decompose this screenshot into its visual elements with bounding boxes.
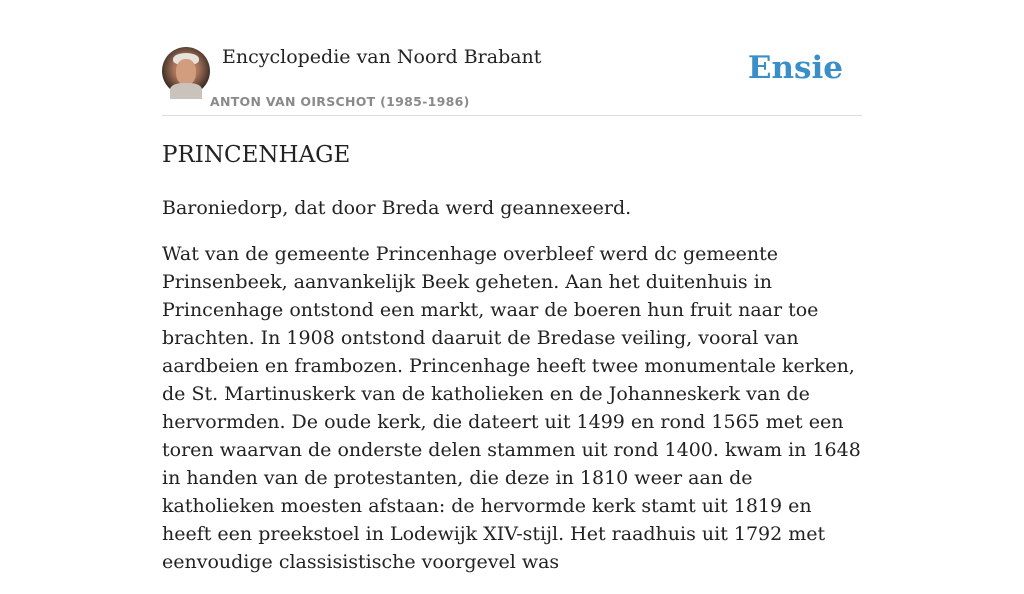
author-name-link[interactable]: ANTON VAN OIRSCHOT (1985-1986) [210, 94, 470, 109]
article-paragraph-1: Baroniedorp, dat door Breda werd geannexeerd. [162, 197, 632, 219]
encyclopedia-title-link[interactable]: Encyclopedie van Noord Brabant [222, 46, 542, 68]
article-content [162, 140, 866, 594]
avatar-shirt [170, 83, 202, 99]
ensie-logo-link[interactable]: Ensie [747, 50, 843, 86]
article-title: PRINCENHAGE [162, 142, 351, 168]
avatar-face [176, 59, 196, 85]
author-avatar[interactable] [162, 47, 210, 95]
article-paragraph-2: Wat van de gemeente Princenhage overbleef werd dc gemeente Prinsenbeek, aanvankelijk Beek geheten. Aan het duitenhuis in Princenhage ontstond een markt, waar de boeren hun fruit naar toe brachten. In 1908 ontstond daaruit de Bredase veiling, vooral van aardbeien en frambozen. Princenhage heeft twee monumentale kerken, de St. Martinuskerk van de katholieken en de Johanneskerk van de hervormden. De oude kerk, die dateert uit 1499 en rond 1565 met een toren waarvan de onderste delen stammen uit rond 1400. kwam in 1648 in handen van de protestanten, die deze in 1810 weer aan de katholieken moesten afstaan: de hervormde kerk stamt uit 1819 en heeft een preekstoel in Lodewijk XIV-stijl. Het raadhuis uit 1792 met eenvoudige classisistische voorgevel was [162, 243, 861, 573]
header [162, 0, 862, 116]
